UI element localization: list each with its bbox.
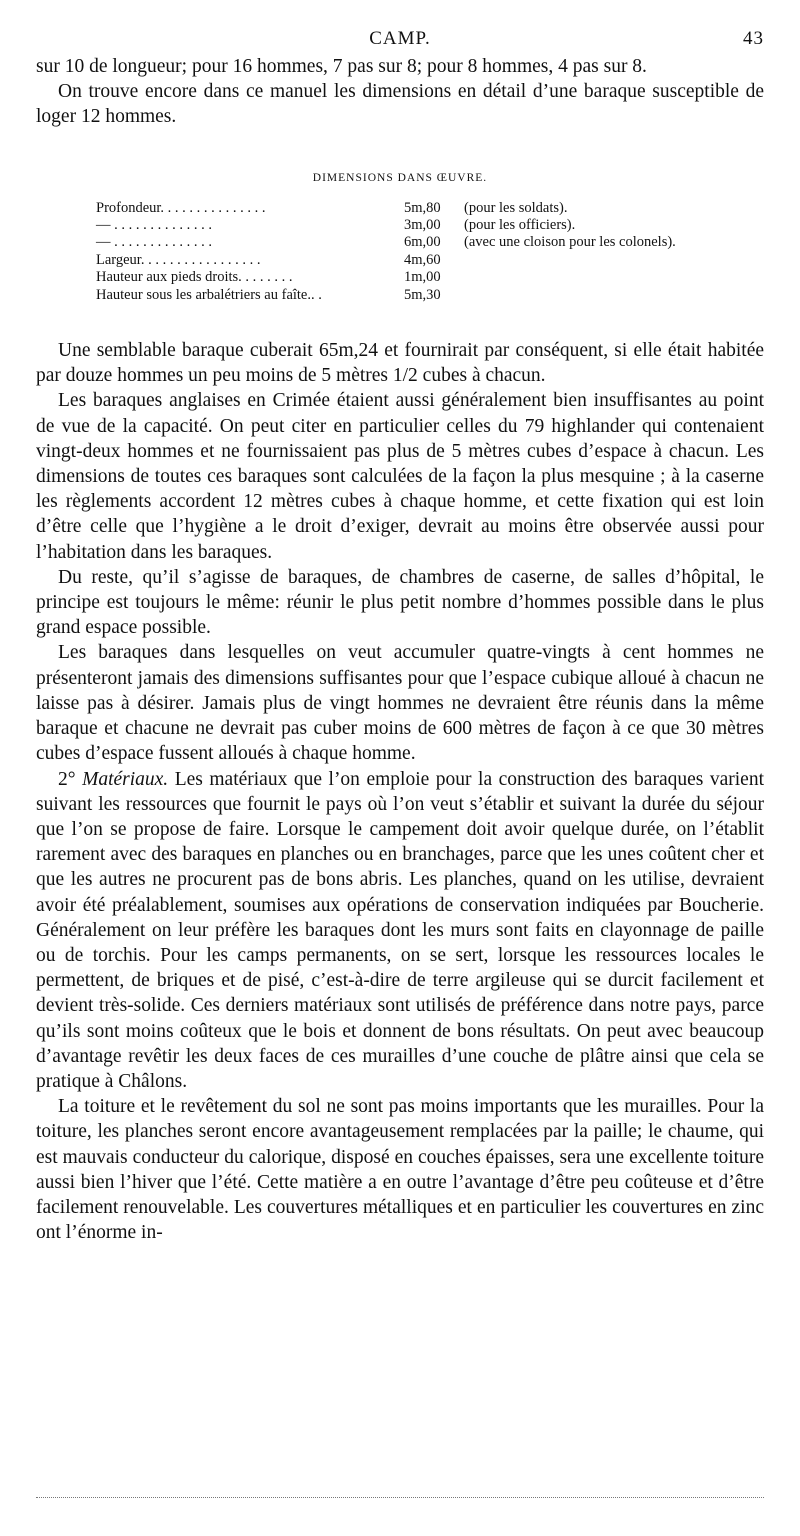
dimensions-row [96, 200, 676, 217]
dimension-label: Largeur. . . . . . . . . . . . . . . . . [96, 251, 261, 268]
section-number: 2° [58, 768, 76, 790]
dimensions-row [96, 217, 676, 234]
paragraph-materials [36, 767, 764, 1095]
dimension-note: (pour les officiers). [464, 217, 576, 234]
document-page [36, 28, 764, 1245]
paragraph-roofing: La toiture et le revêtement du sol ne sont pas moins importants que les murailles. Pour la toiture, les planches seront encore avantageusement remplacées par la paille; le chaume, qui est mauvais conducteur du calorique, disposé en couches épaisses, sera une excellente toiture aussi bien l’hiver que l’été. Cette matière a en outre l’avantage d’être peu coûteuse et d’être facilement renouvelable. Les couvertures métalliques et en particulier les couvertures en zinc ont l’énorme in- [36, 1096, 764, 1244]
dimension-note: (pour les soldats). [464, 199, 568, 216]
dimension-note [464, 269, 676, 286]
dimension-value: 5m,30 [404, 286, 441, 303]
paragraph-continuation: sur 10 de longueur; pour 16 hommes, 7 pas sur 8; pour 8 hommes, 4 pas sur 8. [36, 56, 647, 77]
dimension-note: (avec une cloison pour les colonels). [464, 234, 676, 251]
section-heading: Matériaux. [82, 768, 169, 790]
dimension-note [464, 252, 676, 269]
footer-dotted-rule [36, 1497, 764, 1498]
materials-text: Les matériaux que l’on emploie pour la construction des baraques varient suivant les ressources que fournit le pays où l’on veut s’établir et suivant la durée du séjour que l’on se propose de faire. Lorsque le campement doit avoir quelque durée, on l’établit rarement avec des baraques en planches ou en branchages, parce que les unes coûtent cher et que les autres ne procurent pas de bons abris. Les planches, quand on les utilise, devraient avoir été préalablement, soumises aux opérations de conservation indiquées par Boucherie. Généralement on leur préfère les baraques dont les murs sont faits en clayonnage de paille ou de torchis. Pour les camps permanents, on se sert, lorsque les ressources locales le permettent, de briques et de pisé, c’est-à-dire de terre argileuse qui se durcit facilement et devient très-solide. Ces derniers matériaux sont utilisés de préférence dans notre pays, parce qu’ils sont moins coûteux que le bois et donnent de bons résultats. On peut avec beaucoup d’avantage revêtir les deux faces de ces murailles d’une couche de plâtre ainsi que cela se pratique à Châlons. [36, 768, 764, 1092]
dimension-note [464, 287, 676, 304]
dimension-label: — . . . . . . . . . . . . . . [96, 234, 212, 251]
dimension-label: Hauteur aux pieds droits. . . . . . . . [96, 269, 293, 286]
dimension-label: Profondeur. . . . . . . . . . . . . . . [96, 199, 266, 216]
dimension-label: Hauteur sous les arbalétriers au faîte.. . [96, 286, 322, 303]
paragraph-english-barracks: Les baraques anglaises en Crimée étaient aussi généralement bien insuffisantes au point de vue de la capacité. On peut citer en particulier celles du 79 highlander qui contenaient vingt-deux hommes et ne fournissaient pas plus de 5 mètres cubes d’espace à chacun. Les dimensions de toutes ces baraques sont calculées de la façon la plus mesquine ; à la caserne les règlements accordent 12 mètres cubes à chaque homme, et cette fixation qui est loin d’être celle que l’hygiène a le droit d’exiger, devrait au moins être observée aussi pour l’habitation dans les baraques. [36, 390, 764, 563]
paragraph-cubage: Une semblable baraque cuberait 65m,24 et fournirait par conséquent, si elle était habitée par douze hommes un peu moins de 5 mètres 1/2 cubes à chacun. [36, 340, 764, 387]
dimensions-row [96, 287, 676, 304]
dimension-value: 4m,60 [404, 251, 441, 268]
dimension-label: — . . . . . . . . . . . . . . [96, 217, 212, 234]
dimensions-row [96, 269, 676, 286]
dimensions-row [96, 234, 676, 251]
paragraph-principle: Du reste, qu’il s’agisse de baraques, de chambres de caserne, de salles d’hôpital, le principe est toujours le même: réunir le plus petit nombre d’hommes possible dans le plus grand espace possible. [36, 566, 764, 639]
dimensions-table [96, 200, 676, 304]
table-title: DIMENSIONS DANS ŒUVRE. [312, 171, 488, 184]
paragraph-intro-table: On trouve encore dans ce manuel les dimensions en détail d’une baraque susceptible de loger 12 hommes. [36, 81, 764, 128]
paragraph-capacity: Les baraques dans lesquelles on veut accumuler quatre-vingts à cent hommes ne présenteront jamais des dimensions suffisantes pour que l’espace cubique alloué à chacun ne laisse pas à désirer. Jamais plus de vingt hommes ne devraient être réunis dans la même baraque et chacune ne devrait pas cuber moins de 600 mètres de façon à ce que 30 mètres cubes d’espace fussent alloués à chaque homme. [36, 642, 764, 765]
page-number: 43 [743, 28, 764, 49]
dimension-value: 6m,00 [404, 234, 441, 251]
running-title: CAMP. [369, 28, 431, 49]
dimension-value: 3m,00 [404, 217, 441, 234]
page-header [36, 28, 764, 54]
dimensions-row [96, 252, 676, 269]
dimension-value: 1m,00 [404, 269, 441, 286]
dimension-value: 5m,80 [404, 199, 441, 216]
